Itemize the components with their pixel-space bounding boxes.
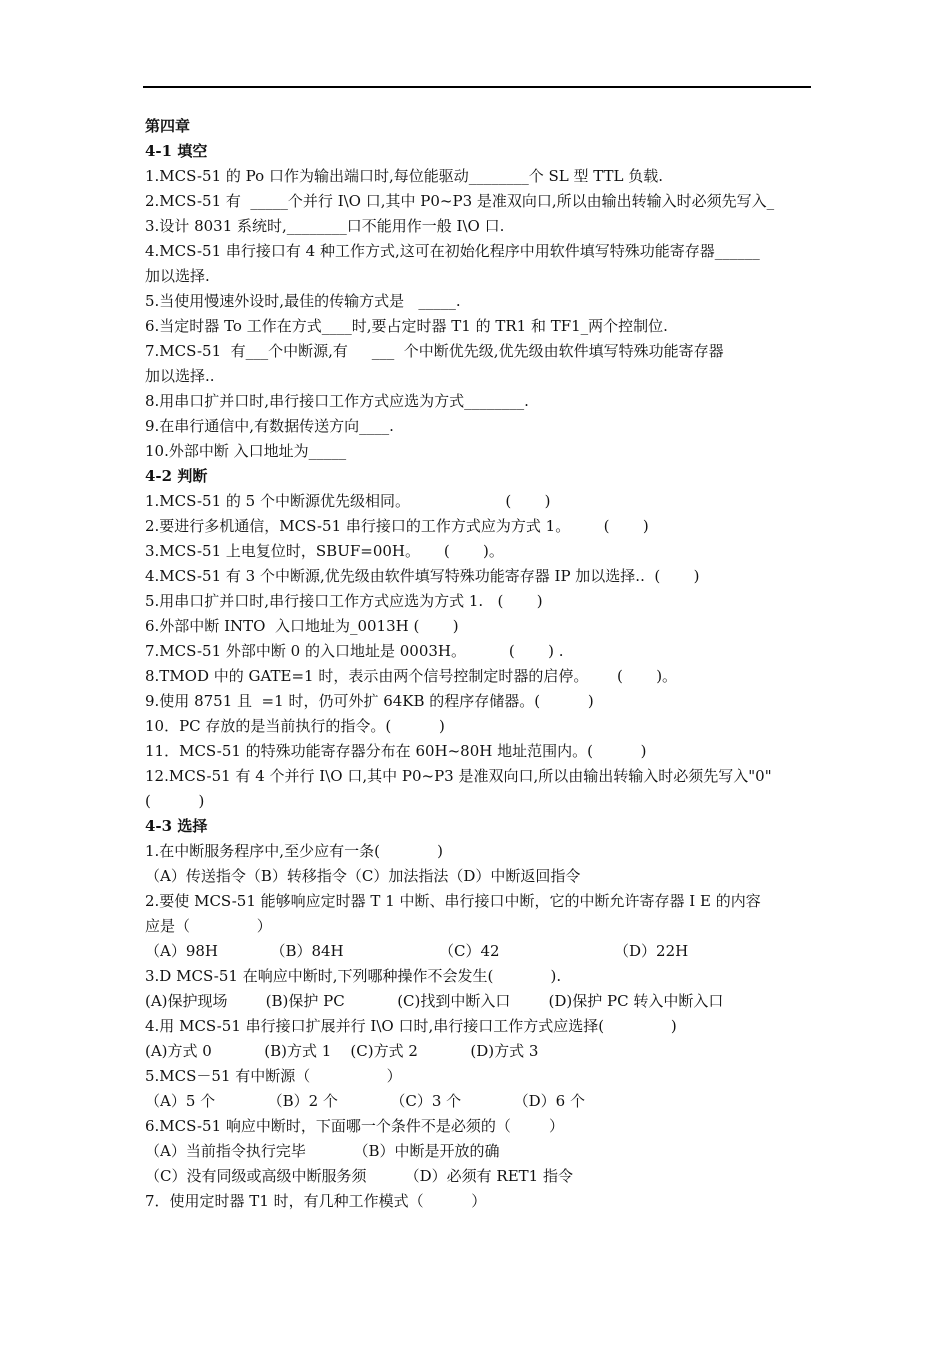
section-heading: 4-2 判断: [145, 467, 208, 485]
question-line: 11．MCS-51 的特殊功能寄存器分布在 60H~80H 地址范围内。( ): [145, 742, 647, 760]
option-line: （C）没有同级或高级中断服务须 （D）必须有 RET1 指令: [145, 1167, 573, 1185]
option-line: (A)方式 0 (B)方式 1 (C)方式 2 (D)方式 3: [145, 1042, 539, 1060]
chapter-title: 第四章: [145, 117, 191, 135]
question-line: 2.要使 MCS-51 能够响应定时器 T 1 中断、串行接口中断，它的中断允许寄存器 I E 的内容: [145, 892, 761, 910]
question-line: 10.外部中断 入口地址为_____: [145, 442, 347, 460]
question-line: 7．使用定时器 T1 时，有几种工作模式（ ）: [145, 1192, 487, 1210]
question-line: 3.设计 8031 系统时,________口不能用作一般 I\O 口.: [145, 217, 505, 235]
question-line: 8.用串口扩并口时,串行接口工作方式应选为方式________.: [145, 392, 529, 410]
question-line: 1.MCS-51 的 5 个中断源优先级相同。 ( ): [145, 492, 551, 510]
question-line: 6.外部中断 INTO 入口地址为_0013H ( ): [145, 617, 459, 635]
header-rule: [143, 86, 811, 88]
question-line: 10．PC 存放的是当前执行的指令。( ): [145, 717, 445, 735]
question-line: ( ): [145, 792, 205, 810]
question-line: 3.MCS-51 上电复位时，SBUF=00H。 ( )。: [145, 542, 504, 560]
question-line: 5.用串口扩并口时,串行接口工作方式应选为方式 1. ( ): [145, 592, 543, 610]
question-line: 4.MCS-51 有 3 个中断源,优先级由软件填写特殊功能寄存器 IP 加以选择.. ( ): [145, 567, 700, 585]
question-line: 3.D MCS-51 在响应中断时,下列哪种操作不会发生( ).: [145, 967, 562, 985]
question-line: 1.MCS-51 的 Po 口作为输出端口时,每位能驱动________个 SL 型 TTL 负载.: [145, 167, 664, 185]
option-line: （A）5 个 （B）2 个 （C）3 个 （D）6 个: [145, 1092, 585, 1110]
option-line: （A）98H （B）84H （C）42 （D）22H: [145, 942, 689, 960]
section-true-false: [145, 464, 813, 814]
question-line: 7.MCS-51 外部中断 0 的入口地址是 0003H。 ( ) .: [145, 642, 564, 660]
question-line: 5.当使用慢速外设时,最佳的传输方式是 _____.: [145, 292, 461, 310]
question-line: 4.用 MCS-51 串行接口扩展并行 I\O 口时,串行接口工作方式应选择( ): [145, 1017, 677, 1035]
question-line: 2.要进行多机通信，MCS-51 串行接口的工作方式应为方式 1。 ( ): [145, 517, 649, 535]
section-heading: 4-3 选择: [145, 817, 208, 835]
section-multiple-choice: [145, 814, 813, 1214]
question-line: 9.在串行通信中,有数据传送方向____.: [145, 417, 394, 435]
option-line: (A)保护现场 (B)保护 PC (C)找到中断入口 (D)保护 PC 转入中断入口: [145, 992, 724, 1010]
option-line: （A）当前指令执行完毕 （B）中断是开放的确: [145, 1142, 500, 1160]
question-line: 8.TMOD 中的 GATE=1 时，表示由两个信号控制定时器的启停。 ( )。: [145, 667, 678, 685]
question-line: 应是（ ）: [145, 917, 272, 935]
question-line: 12.MCS-51 有 4 个并行 I\O 口,其中 P0~P3 是准双向口,所以由输出转输入时必须先写入"0": [145, 767, 772, 785]
document-body: [145, 114, 813, 1214]
question-line: 9.使用 8751 且 =1 时，仍可外扩 64KB 的程序存储器。( ): [145, 692, 594, 710]
question-line: 6.当定时器 To 工作在方式____时,要占定时器 T1 的 TR1 和 TF1_两个控制位.: [145, 317, 668, 335]
question-line: 4.MCS-51 串行接口有 4 种工作方式,这可在初始化程序中用软件填写特殊功能寄存器______: [145, 242, 760, 260]
question-line: 6.MCS-51 响应中断时，下面哪一个条件不是必须的（ ）: [145, 1117, 565, 1135]
option-line: （A）传送指令（B）转移指令（C）加法指法（D）中断返回指令: [145, 867, 581, 885]
question-line: 1.在中断服务程序中,至少应有一条( ): [145, 842, 444, 860]
question-line: 加以选择.: [145, 267, 210, 285]
question-line: 2.MCS-51 有 _____个并行 I\O 口,其中 P0~P3 是准双向口,所以由输出转输入时必须先写入_: [145, 192, 775, 210]
question-line: 加以选择..: [145, 367, 215, 385]
section-fill-in-blank: [145, 139, 813, 464]
question-line: 7.MCS-51 有___个中断源,有 ___ 个中断优先级,优先级由软件填写特殊功能寄存器: [145, 342, 724, 360]
section-heading: 4-1 填空: [145, 142, 208, 160]
question-line: 5.MCS－51 有中断源（ ）: [145, 1067, 402, 1085]
